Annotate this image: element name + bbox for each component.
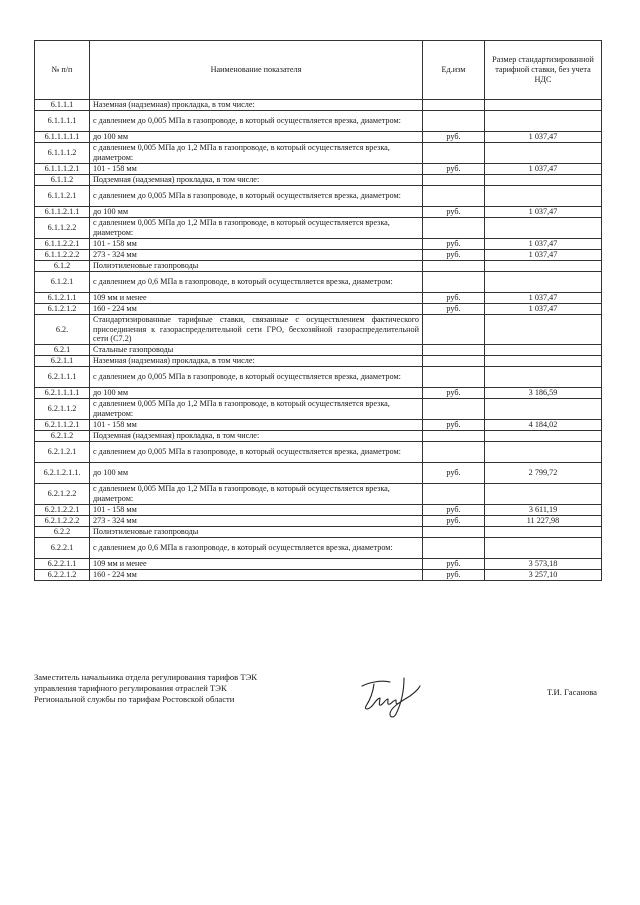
row-rate-value — [485, 111, 602, 132]
row-number: 6.2.1 — [35, 345, 90, 356]
table-header-row — [35, 41, 602, 100]
signature-icon — [356, 672, 426, 722]
table-row — [35, 505, 602, 516]
table-row — [35, 559, 602, 570]
row-indicator-name: с давлением до 0,005 МПа в газопроводе, в который осуществляется врезка, диаметром: — [90, 186, 423, 207]
table-row — [35, 186, 602, 207]
table-row — [35, 272, 602, 293]
row-rate-value: 1 037,47 — [485, 293, 602, 304]
row-unit — [423, 431, 485, 442]
row-unit — [423, 261, 485, 272]
row-unit: руб. — [423, 388, 485, 399]
row-rate-value — [485, 527, 602, 538]
row-indicator-name: Подземная (надземная) прокладка, в том числе: — [90, 431, 423, 442]
row-rate-value — [485, 315, 602, 345]
row-number: 6.2.2 — [35, 527, 90, 538]
row-rate-value: 3 611,19 — [485, 505, 602, 516]
row-unit: руб. — [423, 570, 485, 581]
row-number: 6.2.1.2.2.2 — [35, 516, 90, 527]
row-indicator-name: 109 мм и менее — [90, 293, 423, 304]
row-rate-value — [485, 431, 602, 442]
table-row — [35, 538, 602, 559]
table-row — [35, 175, 602, 186]
row-unit — [423, 345, 485, 356]
row-unit — [423, 442, 485, 463]
row-unit — [423, 143, 485, 164]
table-row — [35, 218, 602, 239]
row-unit: руб. — [423, 505, 485, 516]
table-body — [35, 100, 602, 581]
row-number: 6.2. — [35, 315, 90, 345]
row-number: 6.2.1.2.1 — [35, 442, 90, 463]
table-row — [35, 356, 602, 367]
table-row — [35, 345, 602, 356]
row-rate-value: 1 037,47 — [485, 250, 602, 261]
table-row — [35, 207, 602, 218]
table-row — [35, 367, 602, 388]
row-rate-value — [485, 272, 602, 293]
row-indicator-name: с давлением 0,005 МПа до 1,2 МПа в газопроводе, в который осуществляется врезка, диаметром: — [90, 218, 423, 239]
row-number: 6.1.1.2.1.1 — [35, 207, 90, 218]
row-number: 6.1.1.2.2.2 — [35, 250, 90, 261]
row-indicator-name: 160 - 224 мм — [90, 570, 423, 581]
row-number: 6.1.1.2.2 — [35, 218, 90, 239]
table-row — [35, 304, 602, 315]
row-number: 6.1.2 — [35, 261, 90, 272]
row-rate-value — [485, 356, 602, 367]
row-number: 6.2.1.2.2.1 — [35, 505, 90, 516]
header-number: № п/п — [35, 41, 90, 100]
row-rate-value: 3 257,10 — [485, 570, 602, 581]
row-indicator-name: с давлением до 0,6 МПа в газопроводе, в который осуществляется врезка, диаметром: — [90, 538, 423, 559]
row-number: 6.2.1.2.2 — [35, 484, 90, 505]
row-rate-value — [485, 175, 602, 186]
row-indicator-name: с давлением до 0,005 МПа в газопроводе, в который осуществляется врезка, диаметром: — [90, 111, 423, 132]
table-row — [35, 420, 602, 431]
table-row — [35, 261, 602, 272]
row-number: 6.2.1.1 — [35, 356, 90, 367]
row-rate-value — [485, 218, 602, 239]
row-rate-value: 1 037,47 — [485, 164, 602, 175]
row-indicator-name: до 100 мм — [90, 388, 423, 399]
row-rate-value: 3 573,18 — [485, 559, 602, 570]
row-unit: руб. — [423, 304, 485, 315]
row-rate-value — [485, 442, 602, 463]
row-unit: руб. — [423, 164, 485, 175]
row-unit — [423, 484, 485, 505]
row-indicator-name: до 100 мм — [90, 463, 423, 484]
row-rate-value — [485, 538, 602, 559]
tariff-table-sheet — [34, 40, 601, 581]
row-indicator-name: 101 - 158 мм — [90, 420, 423, 431]
row-number: 6.1.1.2.1 — [35, 186, 90, 207]
row-indicator-name: с давлением 0,005 МПа до 1,2 МПа в газопроводе, в который осуществляется врезка, диаметром: — [90, 399, 423, 420]
row-indicator-name: Стальные газопроводы — [90, 345, 423, 356]
table-row — [35, 388, 602, 399]
row-unit — [423, 175, 485, 186]
row-number: 6.1.1.1.2.1 — [35, 164, 90, 175]
header-unit: Ед.изм — [423, 41, 485, 100]
row-unit — [423, 367, 485, 388]
table-row — [35, 463, 602, 484]
row-rate-value — [485, 367, 602, 388]
table-row — [35, 442, 602, 463]
row-unit — [423, 100, 485, 111]
signer-title-line: Заместитель начальника отдела регулирования тарифов ТЭК — [34, 672, 258, 682]
header-indicator-name: Наименование показателя — [90, 41, 423, 100]
row-indicator-name: с давлением 0,005 МПа до 1,2 МПа в газопроводе, в который осуществляется врезка, диаметром: — [90, 143, 423, 164]
row-rate-value: 1 037,47 — [485, 239, 602, 250]
row-rate-value: 1 037,47 — [485, 207, 602, 218]
table-row — [35, 431, 602, 442]
row-number: 6.2.2.1 — [35, 538, 90, 559]
row-unit — [423, 111, 485, 132]
row-number: 6.1.1.1.2 — [35, 143, 90, 164]
row-indicator-name: 273 - 324 мм — [90, 250, 423, 261]
row-rate-value — [485, 484, 602, 505]
row-indicator-name: 101 - 158 мм — [90, 239, 423, 250]
row-rate-value: 4 184,02 — [485, 420, 602, 431]
row-unit — [423, 356, 485, 367]
table-row — [35, 111, 602, 132]
row-indicator-name: Наземная (надземная) прокладка, в том числе: — [90, 356, 423, 367]
row-unit: руб. — [423, 250, 485, 261]
row-number: 6.2.1.1.2 — [35, 399, 90, 420]
row-indicator-name: до 100 мм — [90, 132, 423, 143]
table-row — [35, 315, 602, 345]
signer-title-line: Региональной службы по тарифам Ростовской области — [34, 694, 235, 705]
row-unit: руб. — [423, 420, 485, 431]
row-rate-value: 2 799,72 — [485, 463, 602, 484]
row-unit — [423, 527, 485, 538]
row-unit: руб. — [423, 132, 485, 143]
row-rate-value: 1 037,47 — [485, 132, 602, 143]
table-row — [35, 132, 602, 143]
row-indicator-name: 109 мм и менее — [90, 559, 423, 570]
table-row — [35, 164, 602, 175]
row-indicator-name: 160 - 224 мм — [90, 304, 423, 315]
table-row — [35, 293, 602, 304]
signer-title — [34, 672, 257, 706]
row-number: 6.1.1.1 — [35, 100, 90, 111]
row-number: 6.2.1.1.1.1 — [35, 388, 90, 399]
row-indicator-name: с давлением до 0,005 МПа в газопроводе, в который осуществляется врезка, диаметром: — [90, 442, 423, 463]
row-unit — [423, 315, 485, 345]
row-indicator-name: 273 - 324 мм — [90, 516, 423, 527]
table-row — [35, 143, 602, 164]
row-unit — [423, 186, 485, 207]
row-number: 6.2.2.1.1 — [35, 559, 90, 570]
row-indicator-name: до 100 мм — [90, 207, 423, 218]
row-rate-value — [485, 261, 602, 272]
row-indicator-name: Наземная (надземная) прокладка, в том числе: — [90, 100, 423, 111]
table-row — [35, 399, 602, 420]
row-unit: руб. — [423, 293, 485, 304]
signer-name: Т.И. Гасанова — [547, 687, 597, 697]
row-unit: руб. — [423, 559, 485, 570]
row-number: 6.1.2.1.1 — [35, 293, 90, 304]
row-indicator-name: с давлением 0,005 МПа до 1,2 МПа в газопроводе, в который осуществляется врезка, диаметром: — [90, 484, 423, 505]
row-indicator-name: 101 - 158 мм — [90, 505, 423, 516]
table-row — [35, 239, 602, 250]
row-rate-value — [485, 399, 602, 420]
signer-title-line: управления тарифного регулирования отраслей ТЭК — [34, 683, 227, 694]
row-indicator-name: с давлением до 0,6 МПа в газопроводе, в который осуществляется врезка, диаметром: — [90, 272, 423, 293]
row-unit: руб. — [423, 239, 485, 250]
table-row — [35, 527, 602, 538]
row-number: 6.1.1.2 — [35, 175, 90, 186]
row-unit — [423, 272, 485, 293]
row-rate-value — [485, 186, 602, 207]
row-rate-value — [485, 143, 602, 164]
row-unit — [423, 399, 485, 420]
row-unit — [423, 538, 485, 559]
row-unit: руб. — [423, 516, 485, 527]
header-rate: Размер стандартизированной тарифной ставки, без учета НДС — [485, 41, 602, 100]
row-number: 6.1.1.1.1 — [35, 111, 90, 132]
row-indicator-name: 101 - 158 мм — [90, 164, 423, 175]
row-unit: руб. — [423, 463, 485, 484]
row-number: 6.2.1.2 — [35, 431, 90, 442]
table-row — [35, 250, 602, 261]
table-row — [35, 100, 602, 111]
row-indicator-name: Стандартизированные тарифные ставки, связанные с осуществлением фактического присоединения к газораспределительной сети ГРО, бесхозяйной газораспределительной сети (С7.2) — [90, 315, 423, 345]
row-number: 6.2.1.2.1.1. — [35, 463, 90, 484]
row-number: 6.1.1.1.1.1 — [35, 132, 90, 143]
row-rate-value — [485, 100, 602, 111]
row-rate-value — [485, 345, 602, 356]
row-number: 6.1.2.1 — [35, 272, 90, 293]
row-indicator-name: Подземная (надземная) прокладка, в том числе: — [90, 175, 423, 186]
row-indicator-name: с давлением до 0,005 МПа в газопроводе, в который осуществляется врезка, диаметром: — [90, 367, 423, 388]
tariff-rates-table — [34, 40, 602, 581]
row-unit: руб. — [423, 207, 485, 218]
row-number: 6.1.1.2.2.1 — [35, 239, 90, 250]
row-number: 6.2.1.1.1 — [35, 367, 90, 388]
row-rate-value: 1 037,47 — [485, 304, 602, 315]
row-number: 6.1.2.1.2 — [35, 304, 90, 315]
row-number: 6.2.1.1.2.1 — [35, 420, 90, 431]
row-indicator-name: Полиэтиленовые газопроводы — [90, 261, 423, 272]
table-row — [35, 570, 602, 581]
table-row — [35, 516, 602, 527]
signature-block — [34, 672, 601, 722]
row-rate-value: 3 186,59 — [485, 388, 602, 399]
row-number: 6.2.2.1.2 — [35, 570, 90, 581]
row-rate-value: 11 227,98 — [485, 516, 602, 527]
row-indicator-name: Полиэтиленовые газопроводы — [90, 527, 423, 538]
table-row — [35, 484, 602, 505]
row-unit — [423, 218, 485, 239]
